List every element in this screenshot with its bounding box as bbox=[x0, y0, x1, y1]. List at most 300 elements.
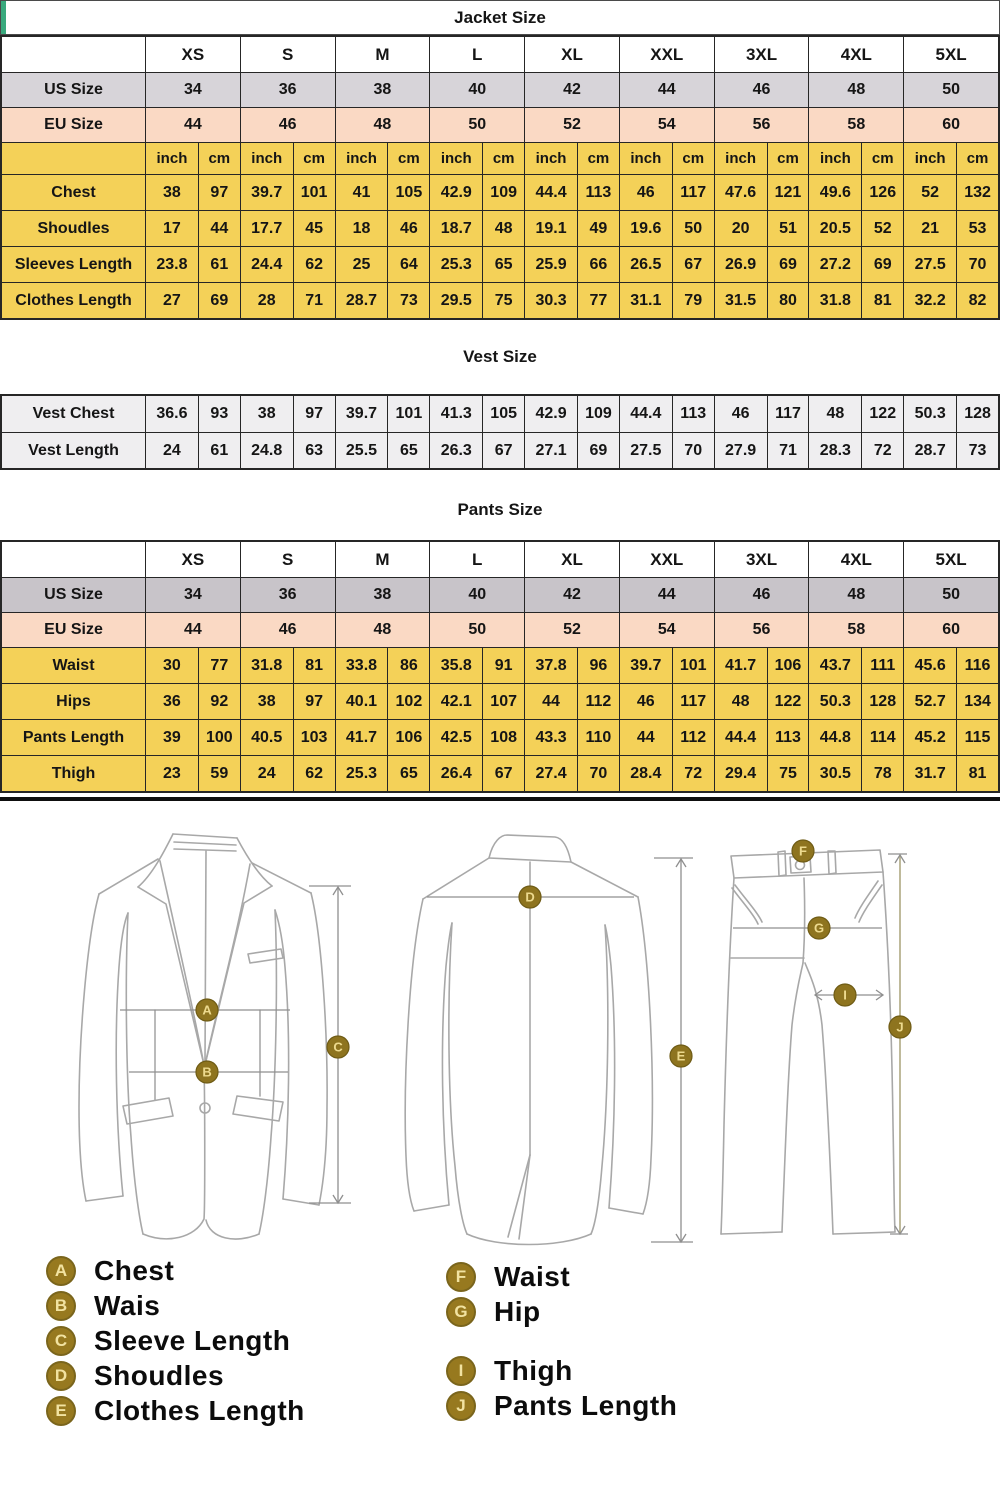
inch-value-cell: 27.4 bbox=[524, 755, 577, 791]
inch-value-cell: 49.6 bbox=[808, 174, 861, 210]
inch-value-cell: 25.3 bbox=[429, 246, 482, 282]
green-accent-strip bbox=[1, 1, 6, 34]
cm-value-cell: 69 bbox=[767, 246, 809, 282]
vest-size-title: Vest Size bbox=[463, 347, 537, 366]
cm-value-cell: 81 bbox=[956, 755, 998, 791]
inch-value-cell: 52 bbox=[903, 174, 956, 210]
legend-badge-d: D bbox=[46, 1361, 76, 1391]
measurement-diagram-area bbox=[0, 801, 1000, 1500]
cm-value-cell: 102 bbox=[387, 683, 429, 719]
marker-j bbox=[889, 1016, 911, 1038]
measure-row-label: Sleeves Length bbox=[2, 246, 145, 282]
inch-value-cell: 28 bbox=[240, 282, 293, 318]
inch-value-cell: 30.3 bbox=[524, 282, 577, 318]
cm-header-cell: cm bbox=[861, 142, 903, 174]
size-header-cell: XL bbox=[524, 542, 619, 577]
pants-size-title: Pants Size bbox=[457, 500, 543, 519]
eu-size-value: 48 bbox=[335, 612, 430, 647]
eu-size-value: 44 bbox=[145, 612, 240, 647]
inch-value-cell: 44.4 bbox=[619, 396, 672, 432]
size-header-cell: 3XL bbox=[714, 542, 809, 577]
inch-value-cell: 48 bbox=[714, 683, 767, 719]
cm-header-cell: cm bbox=[198, 142, 240, 174]
cm-value-cell: 69 bbox=[198, 282, 240, 318]
cm-header-cell: cm bbox=[387, 142, 429, 174]
eu-size-value: 56 bbox=[714, 107, 809, 142]
inch-value-cell: 25 bbox=[335, 246, 388, 282]
legend-badge-c: C bbox=[46, 1326, 76, 1356]
inch-value-cell: 21 bbox=[903, 210, 956, 246]
cm-value-cell: 75 bbox=[767, 755, 809, 791]
marker-a bbox=[196, 999, 218, 1021]
unit-corner-cell bbox=[2, 142, 145, 174]
inch-value-cell: 45.6 bbox=[903, 647, 956, 683]
us-size-value: 40 bbox=[429, 577, 524, 612]
size-header-row bbox=[2, 37, 998, 72]
pants-diagram bbox=[702, 815, 1000, 1270]
us-size-row bbox=[2, 72, 998, 107]
legend-badge-i: I bbox=[446, 1356, 476, 1386]
cm-value-cell: 96 bbox=[577, 647, 619, 683]
cm-value-cell: 73 bbox=[387, 282, 429, 318]
inch-value-cell: 24.8 bbox=[240, 432, 293, 468]
legend-badge-e: E bbox=[46, 1396, 76, 1426]
legend-item-f bbox=[446, 1259, 570, 1294]
cm-value-cell: 101 bbox=[672, 647, 714, 683]
jacket-front-drawing bbox=[79, 834, 327, 1239]
us-size-value: 42 bbox=[524, 72, 619, 107]
inch-value-cell: 39.7 bbox=[240, 174, 293, 210]
cm-value-cell: 105 bbox=[482, 396, 524, 432]
cm-value-cell: 111 bbox=[861, 647, 903, 683]
svg-text:B: B bbox=[202, 1064, 212, 1080]
cm-value-cell: 63 bbox=[293, 432, 335, 468]
cm-value-cell: 69 bbox=[861, 246, 903, 282]
inch-value-cell: 38 bbox=[240, 683, 293, 719]
cm-value-cell: 113 bbox=[767, 719, 809, 755]
cm-value-cell: 100 bbox=[198, 719, 240, 755]
cm-value-cell: 65 bbox=[482, 246, 524, 282]
size-header-cell: XS bbox=[145, 542, 240, 577]
inch-header-cell: inch bbox=[619, 142, 672, 174]
cm-value-cell: 62 bbox=[293, 755, 335, 791]
legend-label-b: Wais bbox=[94, 1289, 161, 1321]
legend-item-c bbox=[46, 1323, 305, 1358]
cm-value-cell: 121 bbox=[767, 174, 809, 210]
inch-value-cell: 46 bbox=[714, 396, 767, 432]
cm-value-cell: 97 bbox=[293, 683, 335, 719]
inch-header-cell: inch bbox=[240, 142, 293, 174]
inch-value-cell: 31.1 bbox=[619, 282, 672, 318]
measure-row bbox=[2, 396, 998, 432]
jacket-size-title: Jacket Size bbox=[454, 7, 546, 27]
measure-row-label: Thigh bbox=[2, 755, 145, 791]
legend-item-g bbox=[446, 1294, 570, 1329]
inch-value-cell: 31.8 bbox=[808, 282, 861, 318]
measure-row-label: Chest bbox=[2, 174, 145, 210]
pants-drawing bbox=[721, 850, 895, 1234]
inch-header-cell: inch bbox=[714, 142, 767, 174]
inch-value-cell: 43.7 bbox=[808, 647, 861, 683]
marker-b bbox=[196, 1061, 218, 1083]
inch-value-cell: 31.8 bbox=[240, 647, 293, 683]
us-size-value: 48 bbox=[808, 577, 903, 612]
inch-value-cell: 28.7 bbox=[335, 282, 388, 318]
inch-value-cell: 41.7 bbox=[335, 719, 388, 755]
measure-row bbox=[2, 246, 998, 282]
inch-value-cell: 40.1 bbox=[335, 683, 388, 719]
us-size-value: 34 bbox=[145, 72, 240, 107]
inch-value-cell: 27.2 bbox=[808, 246, 861, 282]
inch-value-cell: 39.7 bbox=[335, 396, 388, 432]
cm-header-cell: cm bbox=[482, 142, 524, 174]
us-size-label: US Size bbox=[2, 577, 145, 612]
cm-value-cell: 77 bbox=[198, 647, 240, 683]
svg-text:G: G bbox=[813, 920, 825, 936]
pants-size-title-row bbox=[0, 495, 1000, 525]
marker-d bbox=[519, 886, 541, 908]
inch-value-cell: 44.8 bbox=[808, 719, 861, 755]
cm-value-cell: 49 bbox=[577, 210, 619, 246]
cm-value-cell: 101 bbox=[293, 174, 335, 210]
inch-value-cell: 27.5 bbox=[903, 246, 956, 282]
marker-g bbox=[808, 917, 830, 939]
us-size-value: 44 bbox=[619, 577, 714, 612]
inch-value-cell: 39 bbox=[145, 719, 198, 755]
size-header-cell: 4XL bbox=[808, 542, 903, 577]
size-header-cell: XL bbox=[524, 37, 619, 72]
eu-size-value: 60 bbox=[903, 612, 998, 647]
cm-value-cell: 106 bbox=[387, 719, 429, 755]
cm-value-cell: 70 bbox=[577, 755, 619, 791]
us-size-value: 46 bbox=[714, 577, 809, 612]
cm-value-cell: 113 bbox=[672, 396, 714, 432]
marker-e bbox=[670, 1045, 692, 1067]
us-size-value: 50 bbox=[903, 72, 998, 107]
us-size-value: 36 bbox=[240, 577, 335, 612]
legend-label-f: Waist bbox=[494, 1260, 571, 1292]
legend-badge-b: B bbox=[46, 1291, 76, 1321]
legend-label-j: Pants Length bbox=[494, 1389, 678, 1421]
inch-value-cell: 35.8 bbox=[429, 647, 482, 683]
jacket-back-diagram bbox=[392, 811, 712, 1261]
size-header-cell: L bbox=[429, 37, 524, 72]
cm-value-cell: 106 bbox=[767, 647, 809, 683]
cm-value-cell: 128 bbox=[861, 683, 903, 719]
measure-row-label: Vest Chest bbox=[2, 396, 145, 432]
svg-text:F: F bbox=[799, 843, 807, 859]
cm-value-cell: 128 bbox=[956, 396, 998, 432]
inch-value-cell: 45.2 bbox=[903, 719, 956, 755]
cm-header-cell: cm bbox=[672, 142, 714, 174]
cm-value-cell: 109 bbox=[482, 174, 524, 210]
cm-value-cell: 109 bbox=[577, 396, 619, 432]
inch-value-cell: 42.9 bbox=[524, 396, 577, 432]
inch-value-cell: 43.3 bbox=[524, 719, 577, 755]
inch-value-cell: 44.4 bbox=[524, 174, 577, 210]
svg-text:C: C bbox=[333, 1039, 343, 1055]
cm-value-cell: 52 bbox=[861, 210, 903, 246]
cm-value-cell: 97 bbox=[293, 396, 335, 432]
size-header-cell: XS bbox=[145, 37, 240, 72]
cm-value-cell: 108 bbox=[482, 719, 524, 755]
inch-header-cell: inch bbox=[335, 142, 388, 174]
cm-value-cell: 67 bbox=[672, 246, 714, 282]
size-header-cell: 4XL bbox=[808, 37, 903, 72]
measure-row bbox=[2, 432, 998, 468]
size-header-cell: S bbox=[240, 542, 335, 577]
jacket-size-title-row bbox=[0, 0, 1000, 35]
inch-value-cell: 27 bbox=[145, 282, 198, 318]
inch-value-cell: 25.9 bbox=[524, 246, 577, 282]
cm-value-cell: 117 bbox=[767, 396, 809, 432]
inch-value-cell: 25.5 bbox=[335, 432, 388, 468]
eu-size-value: 50 bbox=[429, 107, 524, 142]
inch-value-cell: 27.1 bbox=[524, 432, 577, 468]
legend-item-a bbox=[46, 1253, 305, 1288]
cm-value-cell: 134 bbox=[956, 683, 998, 719]
eu-size-value: 54 bbox=[619, 612, 714, 647]
size-header-cell: S bbox=[240, 37, 335, 72]
svg-text:I: I bbox=[843, 987, 847, 1003]
inch-value-cell: 23.8 bbox=[145, 246, 198, 282]
legend-item-i bbox=[446, 1353, 677, 1388]
inch-value-cell: 24.4 bbox=[240, 246, 293, 282]
eu-size-value: 60 bbox=[903, 107, 998, 142]
us-size-row bbox=[2, 577, 998, 612]
inch-value-cell: 26.3 bbox=[429, 432, 482, 468]
inch-value-cell: 46 bbox=[619, 174, 672, 210]
cm-value-cell: 91 bbox=[482, 647, 524, 683]
cm-value-cell: 116 bbox=[956, 647, 998, 683]
cm-value-cell: 72 bbox=[861, 432, 903, 468]
measure-row-label: Waist bbox=[2, 647, 145, 683]
eu-size-value: 58 bbox=[808, 612, 903, 647]
cm-value-cell: 72 bbox=[672, 755, 714, 791]
cm-value-cell: 44 bbox=[198, 210, 240, 246]
measure-row bbox=[2, 210, 998, 246]
legend-right-bottom-column bbox=[446, 1353, 677, 1423]
inch-value-cell: 23 bbox=[145, 755, 198, 791]
vest-size-title-row bbox=[0, 342, 1000, 372]
inch-header-cell: inch bbox=[808, 142, 861, 174]
cm-value-cell: 117 bbox=[672, 683, 714, 719]
measure-row-label: Pants Length bbox=[2, 719, 145, 755]
measure-row bbox=[2, 647, 998, 683]
cm-value-cell: 110 bbox=[577, 719, 619, 755]
cm-value-cell: 67 bbox=[482, 432, 524, 468]
inch-value-cell: 50.3 bbox=[903, 396, 956, 432]
svg-text:E: E bbox=[676, 1048, 686, 1064]
legend-label-e: Clothes Length bbox=[94, 1394, 305, 1426]
inch-value-cell: 42.5 bbox=[429, 719, 482, 755]
legend-item-e bbox=[46, 1393, 305, 1428]
inch-value-cell: 36 bbox=[145, 683, 198, 719]
measure-row-label: Vest Length bbox=[2, 432, 145, 468]
inch-header-cell: inch bbox=[903, 142, 956, 174]
cm-value-cell: 93 bbox=[198, 396, 240, 432]
inch-value-cell: 27.5 bbox=[619, 432, 672, 468]
measure-row bbox=[2, 174, 998, 210]
us-size-label: US Size bbox=[2, 72, 145, 107]
eu-size-row bbox=[2, 107, 998, 142]
legend-label-g: Hip bbox=[494, 1295, 541, 1327]
cm-value-cell: 112 bbox=[672, 719, 714, 755]
us-size-value: 38 bbox=[335, 577, 430, 612]
us-size-value: 36 bbox=[240, 72, 335, 107]
cm-value-cell: 115 bbox=[956, 719, 998, 755]
legend-label-i: Thigh bbox=[494, 1354, 573, 1386]
cm-value-cell: 65 bbox=[387, 432, 429, 468]
size-header-cell: XXL bbox=[619, 37, 714, 72]
inch-value-cell: 19.6 bbox=[619, 210, 672, 246]
cm-value-cell: 67 bbox=[482, 755, 524, 791]
us-size-value: 42 bbox=[524, 577, 619, 612]
unit-header-row bbox=[2, 142, 998, 174]
cm-value-cell: 81 bbox=[861, 282, 903, 318]
inch-value-cell: 17 bbox=[145, 210, 198, 246]
inch-value-cell: 24 bbox=[240, 755, 293, 791]
us-size-value: 44 bbox=[619, 72, 714, 107]
cm-value-cell: 62 bbox=[293, 246, 335, 282]
inch-header-cell: inch bbox=[145, 142, 198, 174]
measure-row bbox=[2, 719, 998, 755]
measure-row-label: Shoudles bbox=[2, 210, 145, 246]
inch-value-cell: 27.9 bbox=[714, 432, 767, 468]
inch-value-cell: 44 bbox=[524, 683, 577, 719]
eu-size-row bbox=[2, 612, 998, 647]
inch-value-cell: 20 bbox=[714, 210, 767, 246]
inch-value-cell: 25.3 bbox=[335, 755, 388, 791]
marker-f bbox=[792, 840, 814, 862]
inch-value-cell: 47.6 bbox=[714, 174, 767, 210]
cm-value-cell: 101 bbox=[387, 396, 429, 432]
cm-value-cell: 82 bbox=[956, 282, 998, 318]
cm-value-cell: 73 bbox=[956, 432, 998, 468]
inch-value-cell: 38 bbox=[145, 174, 198, 210]
cm-value-cell: 48 bbox=[482, 210, 524, 246]
eu-size-value: 54 bbox=[619, 107, 714, 142]
inch-value-cell: 18.7 bbox=[429, 210, 482, 246]
inch-value-cell: 48 bbox=[808, 396, 861, 432]
measure-row bbox=[2, 683, 998, 719]
inch-value-cell: 28.4 bbox=[619, 755, 672, 791]
measure-row-label: Hips bbox=[2, 683, 145, 719]
inch-value-cell: 37.8 bbox=[524, 647, 577, 683]
cm-value-cell: 59 bbox=[198, 755, 240, 791]
legend-badge-g: G bbox=[446, 1297, 476, 1327]
cm-value-cell: 75 bbox=[482, 282, 524, 318]
svg-text:D: D bbox=[525, 889, 535, 905]
eu-size-value: 52 bbox=[524, 107, 619, 142]
size-header-cell: 5XL bbox=[903, 37, 998, 72]
corner-cell bbox=[2, 37, 145, 72]
eu-size-label: EU Size bbox=[2, 612, 145, 647]
us-size-value: 38 bbox=[335, 72, 430, 107]
inch-value-cell: 40.5 bbox=[240, 719, 293, 755]
size-header-cell: 5XL bbox=[903, 542, 998, 577]
inch-value-cell: 17.7 bbox=[240, 210, 293, 246]
jacket-size-table bbox=[0, 35, 1000, 320]
inch-value-cell: 41.3 bbox=[429, 396, 482, 432]
cm-value-cell: 61 bbox=[198, 432, 240, 468]
eu-size-value: 46 bbox=[240, 107, 335, 142]
cm-value-cell: 112 bbox=[577, 683, 619, 719]
legend-badge-a: A bbox=[46, 1256, 76, 1286]
us-size-value: 40 bbox=[429, 72, 524, 107]
marker-c bbox=[327, 1036, 349, 1058]
eu-size-value: 52 bbox=[524, 612, 619, 647]
inch-value-cell: 46 bbox=[619, 683, 672, 719]
legend-badge-j: J bbox=[446, 1391, 476, 1421]
cm-value-cell: 122 bbox=[861, 396, 903, 432]
inch-value-cell: 50.3 bbox=[808, 683, 861, 719]
inch-value-cell: 28.7 bbox=[903, 432, 956, 468]
inch-value-cell: 31.5 bbox=[714, 282, 767, 318]
us-size-value: 34 bbox=[145, 577, 240, 612]
pants-size-table bbox=[0, 540, 1000, 793]
measure-row bbox=[2, 755, 998, 791]
cm-value-cell: 105 bbox=[387, 174, 429, 210]
cm-value-cell: 65 bbox=[387, 755, 429, 791]
legend-label-c: Sleeve Length bbox=[94, 1324, 291, 1356]
cm-value-cell: 45 bbox=[293, 210, 335, 246]
size-header-cell: XXL bbox=[619, 542, 714, 577]
inch-value-cell: 44.4 bbox=[714, 719, 767, 755]
legend-label-d: Shoudles bbox=[94, 1359, 225, 1391]
cm-header-cell: cm bbox=[577, 142, 619, 174]
legend-item-j bbox=[446, 1388, 677, 1423]
cm-header-cell: cm bbox=[293, 142, 335, 174]
cm-value-cell: 71 bbox=[767, 432, 809, 468]
inch-value-cell: 30.5 bbox=[808, 755, 861, 791]
inch-value-cell: 26.9 bbox=[714, 246, 767, 282]
us-size-value: 50 bbox=[903, 577, 998, 612]
legend-label-a: Chest bbox=[94, 1254, 175, 1286]
inch-value-cell: 26.4 bbox=[429, 755, 482, 791]
inch-value-cell: 41.7 bbox=[714, 647, 767, 683]
legend-left-column bbox=[46, 1253, 305, 1428]
legend-item-b bbox=[46, 1288, 305, 1323]
svg-text:J: J bbox=[896, 1019, 904, 1035]
cm-value-cell: 80 bbox=[767, 282, 809, 318]
cm-value-cell: 114 bbox=[861, 719, 903, 755]
cm-value-cell: 86 bbox=[387, 647, 429, 683]
measure-row-label: Clothes Length bbox=[2, 282, 145, 318]
vest-size-table bbox=[0, 394, 1000, 470]
inch-value-cell: 26.5 bbox=[619, 246, 672, 282]
us-size-value: 48 bbox=[808, 72, 903, 107]
cm-value-cell: 79 bbox=[672, 282, 714, 318]
inch-value-cell: 30 bbox=[145, 647, 198, 683]
cm-value-cell: 132 bbox=[956, 174, 998, 210]
cm-value-cell: 77 bbox=[577, 282, 619, 318]
cm-value-cell: 92 bbox=[198, 683, 240, 719]
inch-value-cell: 36.6 bbox=[145, 396, 198, 432]
cm-value-cell: 69 bbox=[577, 432, 619, 468]
eu-size-value: 46 bbox=[240, 612, 335, 647]
cm-value-cell: 46 bbox=[387, 210, 429, 246]
eu-size-value: 44 bbox=[145, 107, 240, 142]
inch-value-cell: 32.2 bbox=[903, 282, 956, 318]
inch-value-cell: 20.5 bbox=[808, 210, 861, 246]
inch-value-cell: 38 bbox=[240, 396, 293, 432]
cm-value-cell: 66 bbox=[577, 246, 619, 282]
inch-value-cell: 24 bbox=[145, 432, 198, 468]
inch-value-cell: 39.7 bbox=[619, 647, 672, 683]
eu-size-label: EU Size bbox=[2, 107, 145, 142]
cm-header-cell: cm bbox=[956, 142, 998, 174]
